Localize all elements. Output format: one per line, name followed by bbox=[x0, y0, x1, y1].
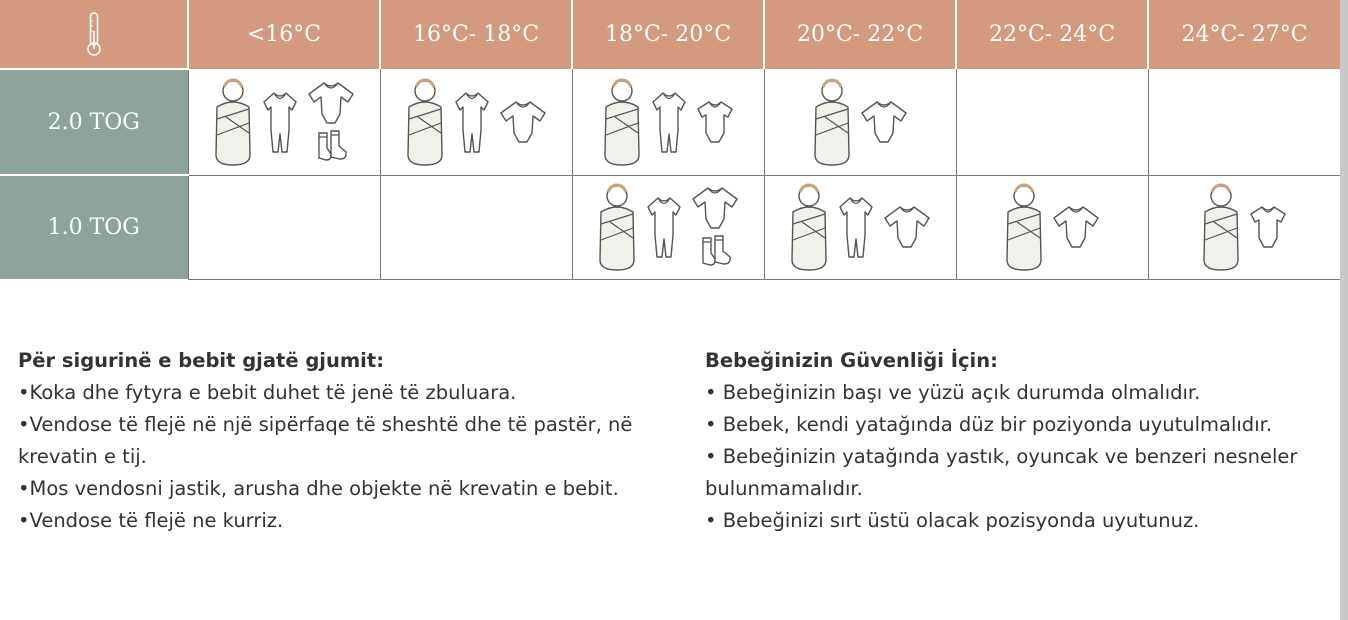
table-cell bbox=[572, 69, 764, 175]
table-cell bbox=[188, 69, 380, 175]
sleepsuit-icon bbox=[644, 195, 684, 259]
column-header: 24°C- 27°C bbox=[1148, 0, 1340, 69]
albanian-safety-notes bbox=[18, 345, 678, 537]
notes-title: Bebeğinizin Güvenliği İçin: bbox=[705, 349, 998, 372]
thermometer-header bbox=[0, 0, 188, 69]
sleepsuit-icon bbox=[649, 90, 689, 154]
table-cell bbox=[764, 175, 956, 279]
table-cell bbox=[764, 69, 956, 175]
table-cell bbox=[380, 69, 572, 175]
note-item: • Bebeğinizin başı ve yüzü açık durumda olmalıdır. bbox=[705, 381, 1201, 404]
bodysuit-icon bbox=[306, 80, 356, 126]
swaddle-sack-icon bbox=[788, 182, 830, 272]
bodysuit-icon bbox=[882, 204, 932, 250]
row-label-2-tog: 2.0 TOG bbox=[0, 69, 188, 175]
swaddle-sack-icon bbox=[404, 77, 446, 167]
socks-icon bbox=[697, 235, 733, 269]
column-header: 16°C- 18°C bbox=[380, 0, 572, 69]
notes-title: Për sigurinë e bebit gjatë gjumit: bbox=[18, 349, 384, 372]
short-bodysuit-icon bbox=[695, 99, 735, 145]
row-label-1-tog: 1.0 TOG bbox=[0, 175, 188, 279]
socks-icon bbox=[313, 130, 349, 164]
column-header: 20°C- 22°C bbox=[764, 0, 956, 69]
note-item: •Vendose të flejë në një sipërfaqe të sheshtë dhe të pastër, në krevatin e tij. bbox=[18, 413, 633, 468]
scrollbar[interactable] bbox=[1340, 0, 1348, 620]
turkish-safety-notes bbox=[705, 345, 1335, 537]
table-cell bbox=[380, 175, 572, 279]
swaddle-sack-icon bbox=[1003, 182, 1045, 272]
note-item: • Bebeğinizin yatağında yastık, oyuncak ve benzeri nesneler bulunmamalıdır. bbox=[705, 445, 1298, 500]
table-cell bbox=[1148, 175, 1340, 279]
table-cell bbox=[956, 69, 1148, 175]
sleepsuit-icon bbox=[260, 90, 300, 154]
swaddle-sack-icon bbox=[1200, 182, 1242, 272]
note-item: •Vendose të flejë ne kurriz. bbox=[18, 509, 284, 532]
table-cell bbox=[572, 175, 764, 279]
sleepsuit-icon bbox=[452, 90, 492, 154]
swaddle-sack-icon bbox=[596, 182, 638, 272]
sleepsuit-icon bbox=[836, 195, 876, 259]
bodysuit-icon bbox=[690, 185, 740, 231]
bodysuit-icon bbox=[1051, 204, 1101, 250]
table-cell bbox=[1148, 69, 1340, 175]
short-bodysuit-icon bbox=[1248, 204, 1288, 250]
note-item: •Mos vendosni jastik, arusha dhe objekte në krevatin e bebit. bbox=[18, 477, 619, 500]
table-cell bbox=[188, 175, 380, 279]
bodysuit-icon bbox=[859, 99, 909, 145]
column-header: 18°C- 20°C bbox=[572, 0, 764, 69]
tog-temperature-table bbox=[0, 0, 1340, 280]
column-header: 22°C- 24°C bbox=[956, 0, 1148, 69]
swaddle-sack-icon bbox=[601, 77, 643, 167]
swaddle-sack-icon bbox=[212, 77, 254, 167]
table-cell bbox=[956, 175, 1148, 279]
swaddle-sack-icon bbox=[811, 77, 853, 167]
thermometer-icon bbox=[85, 11, 103, 57]
column-header: <16°C bbox=[188, 0, 380, 69]
note-item: • Bebeğinizi sırt üstü olacak pozisyonda uyutunuz. bbox=[705, 509, 1200, 532]
note-item: • Bebek, kendi yatağında düz bir poziyonda uyutulmalıdır. bbox=[705, 413, 1273, 436]
bodysuit-icon bbox=[498, 99, 548, 145]
note-item: •Koka dhe fytyra e bebit duhet të jenë të zbuluara. bbox=[18, 381, 517, 404]
